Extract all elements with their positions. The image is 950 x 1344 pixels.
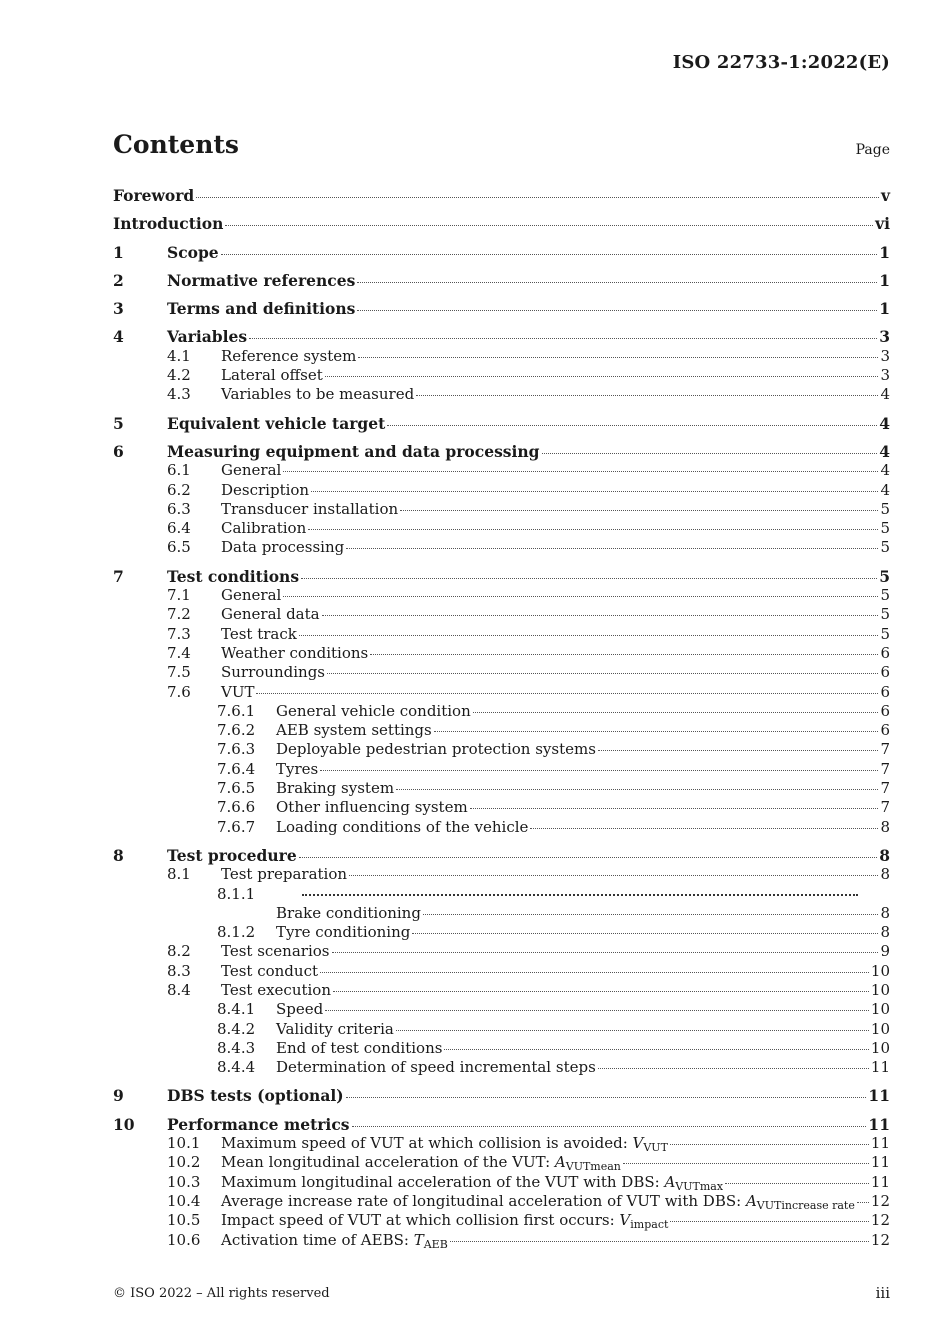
- toc-entry-6-3[interactable]: [113, 500, 890, 519]
- toc-leader-dots: [225, 225, 873, 226]
- toc-entry-10-3[interactable]: [113, 1173, 890, 1192]
- toc-leader-dots: [598, 750, 879, 751]
- toc-entry-title: Deployable pedestrian protection systems: [276, 740, 596, 759]
- toc-entry-8-1-1-continued[interactable]: [113, 904, 890, 923]
- toc-leader-dots: [400, 510, 878, 511]
- toc-entry-6-4[interactable]: [113, 519, 890, 538]
- toc-entry-page: 11: [870, 1172, 890, 1191]
- footer-copyright: © ISO 2022 – All rights reserved: [113, 1286, 330, 1301]
- toc-entry-title: Test conditions: [167, 566, 300, 586]
- toc-entry-number: 8.4.2: [217, 1019, 256, 1038]
- math-subscript: AEB: [423, 1237, 448, 1251]
- toc-leader-dots: [320, 972, 869, 973]
- toc-entry-page: 5: [879, 566, 890, 586]
- toc-entry-number: 7.6: [167, 682, 191, 701]
- toc-leader-dots: [346, 1097, 867, 1098]
- toc-entry-introduction[interactable]: [113, 214, 890, 233]
- toc-entry-page: 11: [870, 1058, 890, 1077]
- toc-entry-page: 8: [880, 923, 890, 942]
- toc-entry-number: 4: [113, 327, 124, 347]
- toc-entry-page: 6: [880, 721, 890, 740]
- toc-leader-dots: [283, 471, 878, 472]
- toc-entry-page: 8: [880, 865, 890, 884]
- toc-entry-9[interactable]: [113, 1086, 890, 1105]
- footer-page-number: iii: [875, 1284, 890, 1302]
- toc-entry-page: 9: [880, 942, 890, 961]
- toc-entry-number: 10.6: [167, 1230, 201, 1249]
- toc-entry-title: Surroundings: [221, 663, 325, 682]
- toc-entry-page: 7: [880, 759, 890, 778]
- toc-entry-number: 7.6.5: [217, 779, 256, 798]
- toc-leader-dots: [530, 828, 878, 829]
- toc-entry-4-2[interactable]: [113, 366, 890, 385]
- toc-entry-1[interactable]: [113, 243, 890, 262]
- toc-entry-10-2[interactable]: [113, 1153, 890, 1172]
- math-subscript: VUT: [643, 1141, 668, 1155]
- toc-entry-number: 7.2: [167, 605, 191, 624]
- toc-leader-dots: [670, 1221, 869, 1222]
- toc-entry-page: 3: [880, 366, 890, 385]
- toc-leader-dots: [349, 875, 878, 876]
- toc-entry-title: Test preparation: [221, 865, 348, 884]
- toc-entry-page: 10: [870, 1019, 890, 1038]
- toc-entry-number: 8.4: [167, 980, 191, 999]
- toc-entry-5[interactable]: [113, 414, 890, 433]
- toc-entry-page: 7: [880, 779, 890, 798]
- toc-entry-number: 6: [113, 441, 124, 461]
- toc-entry-title: Impact speed of VUT at which collision first occurs: $V_{impact}$: [221, 1211, 669, 1232]
- toc-entry-10-4[interactable]: [113, 1192, 890, 1211]
- toc-entry-page: 4: [880, 480, 890, 499]
- toc-entry-7-3[interactable]: [113, 625, 890, 644]
- toc-entry-8-3[interactable]: [113, 962, 890, 981]
- toc-entry-7-6-4[interactable]: [113, 760, 890, 779]
- math-symbol: V: [619, 1211, 631, 1230]
- toc-leader-dots: [396, 789, 878, 790]
- toc-entry-title: Normative references: [167, 270, 356, 290]
- toc-entry-number: 7.1: [167, 586, 191, 605]
- toc-entry-7-6-1[interactable]: [113, 702, 890, 721]
- toc-entry-7-6-2[interactable]: [113, 721, 890, 740]
- math-subscript: VUTmean: [565, 1160, 621, 1174]
- toc-entry-page: 8: [880, 817, 890, 836]
- toc-entry-number: 7.6.6: [217, 798, 256, 817]
- toc-entry-title: Speed: [276, 1000, 324, 1019]
- toc-entry-page: 11: [870, 1134, 890, 1153]
- toc-leader-dots: [473, 712, 879, 713]
- toc-entry-number: 7.6.1: [217, 701, 256, 720]
- toc-entry-title: Reference system: [221, 346, 357, 365]
- toc-entry-title: Equivalent vehicle target: [167, 413, 386, 433]
- toc-leader-dots: [357, 282, 877, 283]
- toc-leader-dots: [308, 529, 878, 530]
- toc-entry-7-2[interactable]: [113, 605, 890, 624]
- toc-entry-title: Test procedure: [167, 845, 297, 865]
- toc-entry-page: 3: [879, 327, 890, 347]
- toc-leader-dots: [327, 673, 878, 674]
- toc-entry-page: 5: [880, 519, 890, 538]
- toc-entry-number: 7.6.3: [217, 740, 256, 759]
- toc-entry-page: 3: [880, 346, 890, 365]
- toc-entry-page: 10: [870, 1000, 890, 1019]
- document-standard-number: ISO 22733-1:2022(E): [672, 52, 890, 73]
- toc-entry-title: Mean longitudinal acceleration of the VUT: $A_{VUTmean}$: [221, 1153, 621, 1174]
- toc-entry-number: 10.4: [167, 1191, 201, 1210]
- toc-entry-page: 7: [880, 740, 890, 759]
- table-of-contents: [113, 186, 890, 1250]
- toc-entry-page: 4: [879, 441, 890, 461]
- toc-entry-8-1-1[interactable]: [113, 885, 890, 904]
- toc-entry-title: DBS tests (optional): [167, 1086, 344, 1106]
- toc-entry-8-1[interactable]: [113, 865, 890, 884]
- toc-entry-7-6-5[interactable]: [113, 779, 890, 798]
- toc-entry-title: Performance metrics: [167, 1114, 350, 1134]
- toc-entry-number: 7.6.2: [217, 721, 256, 740]
- toc-entry-4-1[interactable]: [113, 347, 890, 366]
- toc-entry-title: Test scenarios: [221, 942, 330, 961]
- toc-entry-title: Calibration: [221, 519, 307, 538]
- toc-entry-4-3[interactable]: [113, 385, 890, 404]
- toc-entry-8[interactable]: [113, 846, 890, 865]
- toc-entry-number: 10.2: [167, 1153, 201, 1172]
- toc-entry-title: Test execution: [221, 980, 332, 999]
- toc-leader-dots: [725, 1183, 869, 1184]
- toc-leader-dots: [346, 548, 878, 549]
- math-subscript: impact: [630, 1218, 669, 1232]
- toc-leader-dots: [299, 635, 879, 636]
- toc-entry-title: Terms and definitions: [167, 299, 356, 319]
- toc-leader-dots: [450, 1241, 869, 1242]
- toc-entry-page: 11: [868, 1114, 890, 1134]
- toc-leader-dots: [311, 491, 878, 492]
- toc-leader-dots: [196, 197, 879, 198]
- toc-entry-7-4[interactable]: [113, 644, 890, 663]
- toc-entry-number: 4.2: [167, 366, 191, 385]
- toc-leader-dots: [444, 1049, 868, 1050]
- toc-entry-8-4-4[interactable]: [113, 1058, 890, 1077]
- toc-entry-number: 6.1: [167, 461, 191, 480]
- toc-entry-10-5[interactable]: [113, 1211, 890, 1230]
- toc-entry-page: 10: [870, 961, 890, 980]
- toc-entry-7-6-3[interactable]: [113, 740, 890, 759]
- toc-entry-title: Determination of speed incremental steps: [276, 1058, 596, 1077]
- toc-leader-dots: [322, 615, 879, 616]
- toc-leader-dots: [357, 310, 877, 311]
- toc-leader-dots: [434, 731, 879, 732]
- toc-entry-title: VUT: [221, 682, 255, 701]
- toc-leader-dots: [320, 770, 878, 771]
- toc-entry-title: Lateral offset: [221, 366, 323, 385]
- math-symbol: T: [413, 1230, 424, 1249]
- toc-entry-title: Tyre conditioning: [276, 923, 411, 942]
- math-symbol: V: [632, 1134, 644, 1153]
- toc-entry-title: Brake conditioning: [276, 903, 421, 922]
- toc-entry-number: 8.4.1: [217, 1000, 256, 1019]
- toc-entry-title: Tyres: [276, 759, 319, 778]
- toc-entry-title: Braking system: [276, 779, 395, 798]
- toc-entry-page: 8: [880, 903, 890, 922]
- toc-entry-page: 10: [870, 1038, 890, 1057]
- toc-entry-number: 4.1: [167, 346, 191, 365]
- toc-entry-foreword[interactable]: [113, 186, 890, 205]
- toc-entry-page: 8: [879, 845, 890, 865]
- toc-leader-dots: [333, 991, 869, 992]
- toc-entry-page: 6: [880, 663, 890, 682]
- toc-entry-page: 4: [880, 461, 890, 480]
- toc-entry-page: 6: [880, 682, 890, 701]
- toc-entry-title: General vehicle condition: [276, 701, 471, 720]
- toc-entry-2[interactable]: [113, 271, 890, 290]
- toc-entry-7-6[interactable]: [113, 683, 890, 702]
- toc-entry-title: Maximum speed of VUT at which collision is avoided: $V_{VUT}$: [221, 1134, 668, 1155]
- toc-entry-title: General: [221, 586, 282, 605]
- page-column-label: Page: [855, 142, 890, 158]
- toc-entry-page: 6: [880, 643, 890, 662]
- toc-entry-number: 5: [113, 413, 124, 433]
- toc-entry-number: 8.3: [167, 961, 191, 980]
- toc-entry-title: Test conduct: [221, 961, 318, 980]
- toc-leader-dots: [325, 1010, 869, 1011]
- toc-leader-dots: [416, 395, 878, 396]
- toc-entry-number: 8.4.3: [217, 1038, 256, 1057]
- toc-entry-4[interactable]: [113, 327, 890, 346]
- toc-leader-dots: [598, 1068, 869, 1069]
- toc-entry-number: 8.4.4: [217, 1058, 256, 1077]
- toc-entry-7-6-6[interactable]: [113, 798, 890, 817]
- toc-entry-7-5[interactable]: [113, 663, 890, 682]
- toc-entry-title: Average increase rate of longitudinal acceleration of VUT with DBS: $A_{VUTincrease rate}$: [221, 1191, 855, 1212]
- toc-entry-10[interactable]: [113, 1115, 890, 1134]
- toc-entry-number: 7.6.4: [217, 759, 256, 778]
- toc-entry-number: 8.1.1: [217, 884, 256, 903]
- toc-leader-dots: [256, 693, 878, 694]
- math-symbol: A: [745, 1191, 757, 1210]
- toc-entry-number: 7.6.7: [217, 817, 256, 836]
- toc-entry-3[interactable]: [113, 299, 890, 318]
- toc-entry-page: 5: [880, 605, 890, 624]
- toc-entry-page: 5: [880, 586, 890, 605]
- toc-entry-title: End of test conditions: [276, 1038, 443, 1057]
- toc-leader-dots: [542, 453, 878, 454]
- toc-entry-7-6-7[interactable]: [113, 818, 890, 837]
- toc-entry-6-1[interactable]: [113, 461, 890, 480]
- toc-entry-number: 8.1.2: [217, 923, 256, 942]
- toc-entry-page: 1: [879, 242, 890, 262]
- toc-entry-8-1-2[interactable]: [113, 923, 890, 942]
- toc-entry-page: 11: [870, 1153, 890, 1172]
- toc-entry-title: Introduction: [113, 214, 224, 234]
- toc-entry-page: 12: [870, 1211, 890, 1230]
- toc-entry-10-1[interactable]: [113, 1134, 890, 1153]
- math-symbol: A: [554, 1153, 566, 1172]
- toc-entry-8-4-1[interactable]: [113, 1000, 890, 1019]
- toc-entry-number: 1: [113, 242, 124, 262]
- toc-entry-title: Validity criteria: [276, 1019, 394, 1038]
- toc-entry-number: 7: [113, 566, 124, 586]
- toc-entry-number: 4.3: [167, 385, 191, 404]
- toc-entry-title: Weather conditions: [221, 643, 369, 662]
- page-title: Contents: [113, 130, 240, 159]
- toc-entry-8-2[interactable]: [113, 942, 890, 961]
- toc-entry-title: Maximum longitudinal acceleration of the VUT with DBS: $A_{VUTmax}$: [221, 1172, 724, 1193]
- toc-entry-title: Other influencing system: [276, 798, 468, 817]
- toc-entry-page: 6: [880, 701, 890, 720]
- math-symbol: A: [664, 1172, 676, 1191]
- toc-leader-dots: [470, 808, 879, 809]
- toc-entry-number: 6.4: [167, 519, 191, 538]
- toc-entry-number: 8.1: [167, 865, 191, 884]
- toc-entry-6-2[interactable]: [113, 481, 890, 500]
- toc-leader-dots: [221, 254, 878, 255]
- toc-entry-page: 4: [879, 413, 890, 433]
- toc-entry-page: 5: [880, 499, 890, 518]
- toc-entry-number: 7.5: [167, 663, 191, 682]
- toc-entry-number: 10.3: [167, 1172, 201, 1191]
- toc-entry-number: 6.3: [167, 499, 191, 518]
- toc-leader-dots: [358, 357, 878, 358]
- toc-entry-number: 6.2: [167, 480, 191, 499]
- toc-leader-dots: [302, 894, 858, 896]
- toc-leader-dots: [332, 952, 879, 953]
- toc-entry-title: Transducer installation: [221, 499, 399, 518]
- toc-entry-number: 8: [113, 845, 124, 865]
- toc-entry-8-4-3[interactable]: [113, 1039, 890, 1058]
- math-subscript: VUTincrease rate: [756, 1198, 855, 1212]
- toc-entry-number: 8.2: [167, 942, 191, 961]
- toc-entry-8-4[interactable]: [113, 981, 890, 1000]
- toc-entry-title: Data processing: [221, 538, 345, 557]
- toc-entry-title: General data: [221, 605, 320, 624]
- toc-entry-page: v: [880, 186, 890, 205]
- toc-leader-dots: [283, 596, 878, 597]
- toc-leader-dots: [325, 376, 879, 377]
- toc-leader-dots: [249, 338, 877, 339]
- toc-entry-page: 10: [870, 980, 890, 999]
- toc-entry-10-6[interactable]: [113, 1231, 890, 1250]
- toc-leader-dots: [670, 1144, 869, 1145]
- toc-entry-title: Variables to be measured: [221, 385, 415, 404]
- toc-entry-page: 5: [880, 624, 890, 643]
- toc-entry-number: 9: [113, 1086, 124, 1106]
- toc-entry-number: 3: [113, 299, 124, 319]
- toc-entry-8-4-2[interactable]: [113, 1020, 890, 1039]
- toc-entry-title: Description: [221, 480, 310, 499]
- toc-entry-title: Test track: [221, 624, 297, 643]
- toc-leader-dots: [301, 578, 877, 579]
- toc-entry-title: Variables: [167, 327, 248, 347]
- toc-entry-page: vi: [875, 214, 890, 234]
- toc-entry-number: 2: [113, 270, 124, 290]
- toc-entry-number: 10: [113, 1114, 135, 1134]
- toc-leader-dots: [412, 933, 878, 934]
- toc-entry-page: 11: [868, 1086, 890, 1106]
- toc-entry-title: Foreword: [113, 186, 195, 205]
- toc-entry-number: 10.1: [167, 1134, 201, 1153]
- math-subscript: VUTmax: [675, 1179, 724, 1193]
- toc-leader-dots: [387, 425, 877, 426]
- toc-entry-number: 6.5: [167, 538, 191, 557]
- toc-entry-page: 4: [880, 385, 890, 404]
- toc-entry-number: 7.4: [167, 643, 191, 662]
- toc-entry-number: 7.3: [167, 624, 191, 643]
- toc-entry-6[interactable]: [113, 442, 890, 461]
- toc-leader-dots: [352, 1126, 867, 1127]
- toc-entry-title: Activation time of AEBS: $T_{AEB}$: [221, 1230, 448, 1251]
- toc-entry-title: Scope: [167, 242, 219, 262]
- toc-entry-page: 12: [870, 1230, 890, 1249]
- toc-entry-6-5[interactable]: [113, 538, 890, 557]
- toc-leader-dots: [299, 857, 878, 858]
- toc-entry-7[interactable]: [113, 567, 890, 586]
- toc-entry-title: Loading conditions of the vehicle: [276, 817, 529, 836]
- toc-leader-dots: [623, 1163, 869, 1164]
- toc-entry-7-1[interactable]: [113, 586, 890, 605]
- toc-leader-dots: [370, 654, 878, 655]
- toc-entry-number: 10.5: [167, 1211, 201, 1230]
- toc-leader-dots: [423, 914, 879, 915]
- toc-entry-title: General: [221, 461, 282, 480]
- toc-leader-dots: [857, 1202, 869, 1203]
- toc-entry-page: 5: [880, 538, 890, 557]
- toc-entry-page: 12: [870, 1191, 890, 1210]
- toc-entry-page: 7: [880, 798, 890, 817]
- toc-leader-dots: [396, 1030, 869, 1031]
- toc-entry-page: 1: [879, 299, 890, 319]
- toc-entry-title: AEB system settings: [276, 721, 432, 740]
- toc-entry-title: Measuring equipment and data processing: [167, 441, 540, 461]
- toc-entry-page: 1: [879, 270, 890, 290]
